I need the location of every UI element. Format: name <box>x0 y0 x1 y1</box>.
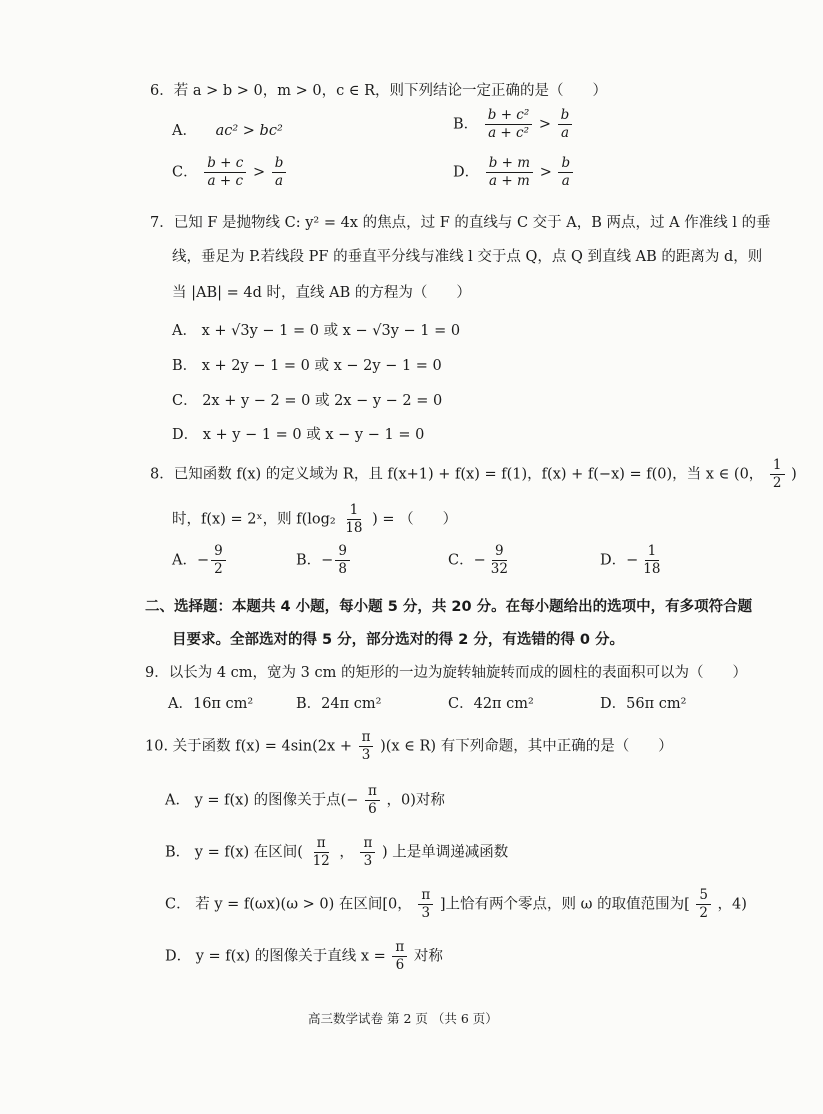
section-2-heading-cont: 目要求。全部选对的得 5 分，部分选对的得 2 分，有选错的得 0 分。 <box>172 632 625 648</box>
q10-b-text: B． y = f(x) 在区间( <box>165 844 303 861</box>
q10-b-fraction-2 <box>360 836 375 869</box>
q10-option-d <box>165 940 443 973</box>
q9-option-d: D．56π cm² <box>600 696 687 712</box>
q6-option-d-fraction <box>486 156 533 189</box>
q8-option-a <box>172 544 228 577</box>
q10-c-text: C． 若 y = f(ωx)(ω > 0) 在区间[0， <box>165 896 412 913</box>
q8-option-b <box>296 544 352 577</box>
q8-a-num: 9 <box>211 544 226 561</box>
q8-b-den: 8 <box>338 560 347 577</box>
q10-option-a <box>165 784 445 817</box>
q7-option-d: D． x + y − 1 = 0 或 x − y − 1 = 0 <box>172 427 425 443</box>
q6-b-den: a + c² <box>488 124 529 141</box>
q6-c-rden: a <box>275 172 284 189</box>
q8-line-1 <box>150 458 797 491</box>
q10-d-num: π <box>392 940 407 957</box>
q10-d-den: 6 <box>395 956 405 973</box>
q7-option-b: B． x + 2y − 1 = 0 或 x − 2y − 1 = 0 <box>172 358 442 374</box>
q9-option-b: B．24π cm² <box>296 696 382 712</box>
q10-c-num2: 5 <box>696 888 711 905</box>
q8-line-1-fraction <box>770 458 785 491</box>
q7-line-3: 当 |AB| = 4d 时，直线 AB 的方程为（ ） <box>172 285 471 301</box>
q10-c-den2: 2 <box>699 904 708 921</box>
q10-stem-fraction <box>359 730 374 763</box>
q6-d-num: b + m <box>486 156 533 173</box>
q8-line-1-text: 8．已知函数 f(x) 的定义域为 R，且 f(x+1) + f(x) = f(1)，f(x) + f(−x) = f(0)，当 x ∈ (0， <box>150 466 764 483</box>
q6-c-rel: > <box>252 164 266 181</box>
q8-a-label: A．− <box>172 552 210 569</box>
q10-option-c <box>165 888 747 921</box>
q10-stem-text: 10. 关于函数 f(x) = 4sin(2x + <box>145 738 352 755</box>
q10-c-end: ，4) <box>717 896 747 913</box>
page-footer: 高三数学试卷 第 2 页 （共 6 页） <box>308 1011 498 1026</box>
q8-line-2-end: ) = （ ） <box>372 511 458 528</box>
q8-l1-num: 1 <box>770 458 785 475</box>
q8-l2-num: 1 <box>347 503 362 520</box>
q10-b-num2: π <box>360 836 375 853</box>
q8-c-fraction <box>488 544 511 577</box>
q10-a-num: π <box>365 784 380 801</box>
q6-c-num: b + c <box>204 156 246 173</box>
q6-option-d <box>453 156 575 189</box>
q9-option-c: C．42π cm² <box>448 696 534 712</box>
q6-option-a-label: A． <box>172 123 197 139</box>
q10-a-den: 6 <box>368 800 377 817</box>
q6-option-c-rhs <box>272 156 287 189</box>
q6-d-rden: a <box>561 172 570 189</box>
q10-c-fraction-2 <box>696 888 711 921</box>
q6-option-c-fraction <box>204 156 246 189</box>
q10-c-mid: ]上恰有两个零点，则 ω 的取值范围为[ <box>439 896 690 913</box>
q10-stem-den: 3 <box>361 746 371 763</box>
q6-option-a <box>172 120 283 142</box>
q8-option-c <box>448 544 513 577</box>
q6-c-den: a + c <box>207 172 244 189</box>
q8-l1-den: 2 <box>772 474 782 491</box>
q10-b-den2: 3 <box>363 852 373 869</box>
q7-option-c: C． 2x + y − 2 = 0 或 2x − y − 2 = 0 <box>172 393 443 409</box>
q10-a-fraction <box>365 784 380 817</box>
q10-stem-end: )(x ∈ R) 有下列命题，其中正确的是（ ） <box>380 738 673 755</box>
q8-d-fraction <box>640 544 663 577</box>
q9-option-a: A．16π cm² <box>168 696 254 712</box>
q8-l2-den: 18 <box>345 519 363 536</box>
q8-line-1-end: ) <box>791 466 797 483</box>
q10-d-end: 对称 <box>413 948 443 965</box>
q6-stem: 6．若 a > b > 0，m > 0，c ∈ R，则下列结论一定正确的是（ ） <box>150 83 608 99</box>
q10-b-den1: 12 <box>312 852 330 869</box>
q6-b-rden: a <box>560 124 570 141</box>
q8-d-num: 1 <box>645 544 660 561</box>
q6-option-b-fraction <box>485 108 533 141</box>
q8-b-fraction <box>335 544 350 577</box>
q10-stem <box>145 730 673 763</box>
q10-b-mid: ， <box>339 844 354 861</box>
q6-option-b-label: B． <box>453 116 479 133</box>
q6-option-c <box>172 156 288 189</box>
q9-stem: 9．以长为 4 cm，宽为 3 cm 的矩形的一边为旋转轴旋转而成的圆柱的表面积可以为（ ） <box>145 665 747 681</box>
q7-line-2: 线，垂足为 P.若线段 PF 的垂直平分线与准线 l 交于点 Q，点 Q 到直线 AB 的距离为 d，则 <box>172 249 763 265</box>
q8-c-label: C．− <box>448 552 486 569</box>
q6-c-rnum: b <box>272 156 287 173</box>
q8-b-label: B．− <box>296 552 334 569</box>
q7-option-a: A． x + √3y − 1 = 0 或 x − √3y − 1 = 0 <box>172 323 461 339</box>
q10-stem-num: π <box>359 730 374 747</box>
q6-option-d-rhs <box>558 156 573 189</box>
q8-line-2-text: 时，f(x) = 2ˣ，则 f(log₂ <box>172 511 336 528</box>
q6-option-c-label: C． <box>172 164 198 181</box>
q8-d-label: D．− <box>600 552 639 569</box>
q8-a-den: 2 <box>214 560 223 577</box>
q6-b-rel: > <box>538 116 552 133</box>
q8-option-d <box>600 544 665 577</box>
q6-d-den: a + m <box>489 172 530 189</box>
q10-b-fraction-1 <box>310 836 333 869</box>
q6-option-d-label: D． <box>453 164 480 181</box>
q8-line-2 <box>172 503 457 536</box>
q10-a-text: A． y = f(x) 的图像关于点(− <box>165 792 359 809</box>
q10-b-end: ) 上是单调递减函数 <box>381 844 509 861</box>
section-2-heading: 二、选择题：本题共 4 小题，每小题 5 分，共 20 分。在每小题给出的选项中，有多项符合题 <box>145 599 753 615</box>
q10-a-end: ，0)对称 <box>386 792 445 809</box>
q8-line-2-fraction <box>342 503 365 536</box>
q8-d-den: 18 <box>643 560 661 577</box>
q10-c-fraction-1 <box>418 888 433 921</box>
q6-option-b <box>453 108 574 141</box>
q6-d-rnum: b <box>558 156 573 173</box>
q10-d-fraction <box>392 940 407 973</box>
q10-c-den1: 3 <box>421 904 431 921</box>
q10-d-text: D． y = f(x) 的图像关于直线 x = <box>165 948 386 965</box>
q10-c-num1: π <box>418 888 433 905</box>
q6-d-rel: > <box>539 164 552 181</box>
q8-c-num: 9 <box>492 544 507 561</box>
q8-a-fraction <box>211 544 226 577</box>
q7-line-1: 7．已知 F 是抛物线 C: y² = 4x 的焦点，过 F 的直线与 C 交于 A，B 两点，过 A 作准线 l 的垂 <box>150 215 771 231</box>
q8-b-num: 9 <box>335 544 350 561</box>
q6-b-rnum: b <box>558 108 573 125</box>
q10-option-b <box>165 836 508 869</box>
q6-option-a-expr: ac² > bc² <box>215 123 283 139</box>
q8-c-den: 32 <box>490 560 508 577</box>
q6-option-b-rhs <box>558 108 573 141</box>
q6-b-num: b + c² <box>485 108 533 125</box>
q10-b-num1: π <box>314 836 329 853</box>
